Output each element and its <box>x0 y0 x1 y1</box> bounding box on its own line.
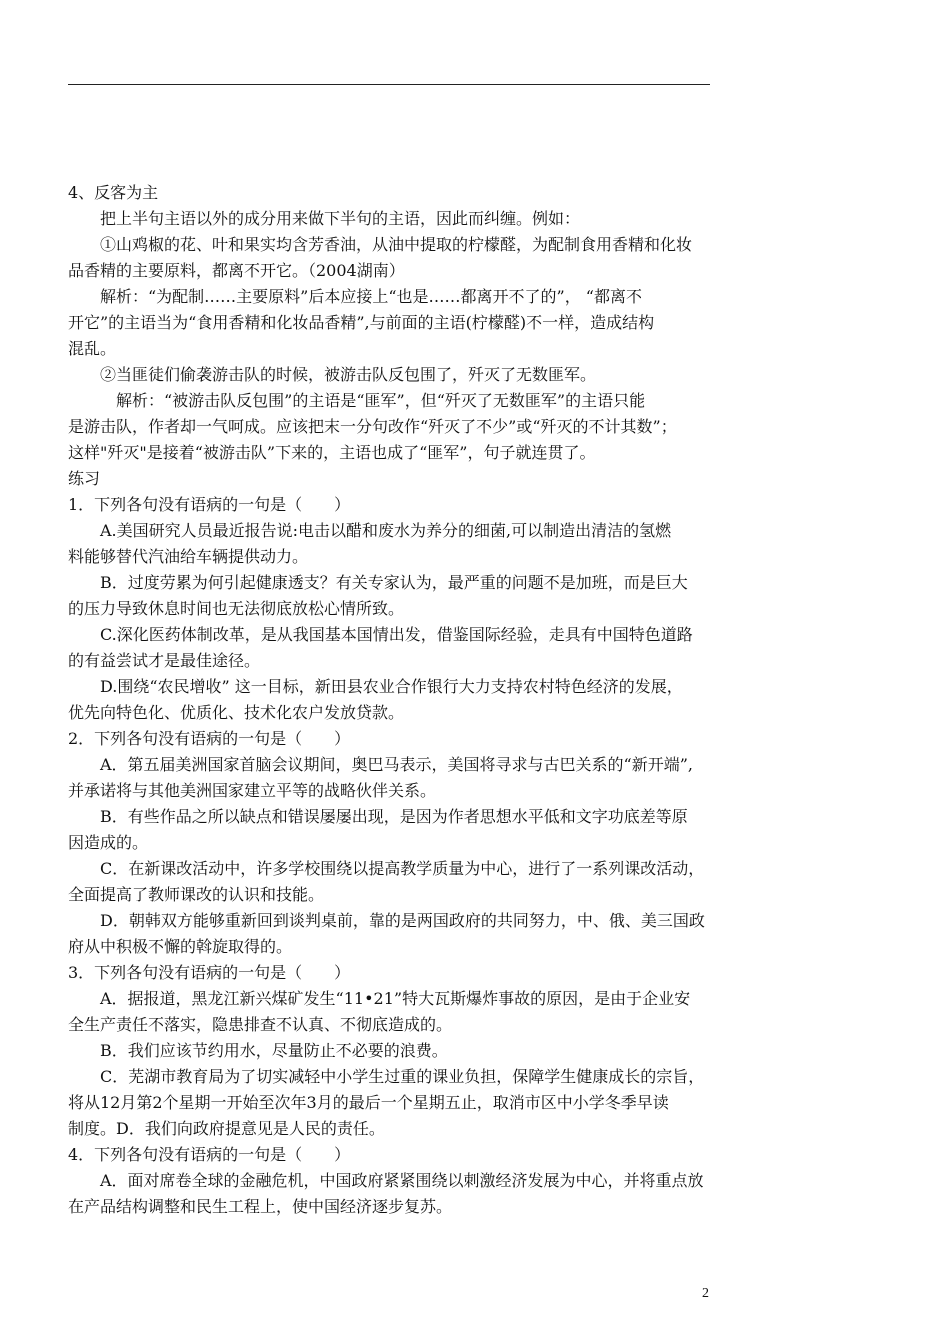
example-2: ②当匪徒们偷袭游击队的时候，被游击队反包围了，歼灭了无数匪军。 <box>100 365 597 384</box>
question-3-option-b: B．我们应该节约用水，尽量防止不必要的浪费。 <box>100 1041 448 1060</box>
question-1-option-b: B．过度劳累为何引起健康透支？有关专家认为，最严重的问题不是加班，而是巨大 <box>100 573 688 592</box>
question-2-option-a-cont: 并承诺将与其他美洲国家建立平等的战略伙伴关系。 <box>68 781 437 800</box>
question-1-option-b-cont: 的压力导致休息时间也无法彻底放松心情所致。 <box>68 599 405 618</box>
analysis-2-line-3: 这样"歼灭"是接着“被游击队”下来的，主语也成了“匪军”，句子就连贯了。 <box>68 443 596 462</box>
analysis-2-line-1: 解析：“被游击队反包围”的主语是“匪军”，但“歼灭了无数匪军”的主语只能 <box>116 391 646 410</box>
analysis-1-line-1: 解析：“为配制……主要原料”后本应接上“也是……都离开不了的”， “都离不 <box>100 287 642 306</box>
question-1-option-d-cont: 优先向特色化、优质化、技术化农户发放贷款。 <box>68 703 405 722</box>
question-4-option-a-cont: 在产品结构调整和民生工程上，使中国经济逐步复苏。 <box>68 1197 453 1216</box>
practice-title: 练习 <box>68 469 101 488</box>
section-intro: 把上半句主语以外的成分用来做下半句的主语，因此而纠缠。例如： <box>100 209 581 228</box>
question-2-option-d-cont: 府从中积极不懈的斡旋取得的。 <box>68 937 293 956</box>
question-2-option-b-cont: 因造成的。 <box>68 833 149 852</box>
question-4-stem: 4．下列各句没有语病的一句是（ ） <box>68 1145 351 1164</box>
question-2-option-c-cont: 全面提高了教师课改的认识和技能。 <box>68 885 325 904</box>
header-rule <box>68 84 710 85</box>
page-content <box>68 180 713 1220</box>
question-3-option-c: C．芜湖市教育局为了切实减轻中小学生过重的课业负担，保障学生健康成长的宗旨， <box>100 1067 705 1086</box>
question-2-stem: 2．下列各句没有语病的一句是（ ） <box>68 729 351 748</box>
question-2-option-b: B．有些作品之所以缺点和错误屡屡出现，是因为作者思想水平低和文字功底差等原 <box>100 807 688 826</box>
question-1-option-a: A.美国研究人员最近报告说:电击以醋和废水为养分的细菌,可以制造出清洁的氢燃 <box>100 521 672 540</box>
question-3-option-a: A．据报道，黑龙江新兴煤矿发生“11•21”特大瓦斯爆炸事故的原因，是由于企业安 <box>100 989 691 1008</box>
question-3-option-c-cont: 将从12月第2个星期一开始至次年3月的最后一个星期五止，取消市区中小学冬季早读 <box>68 1093 669 1112</box>
question-1-option-d: D.围绕“农民增收” 这一目标，新田县农业合作银行大力支持农村特色经济的发展， <box>100 677 683 696</box>
example-1-line-2: 品香精的主要原料，都离不开它。（2004湖南） <box>68 261 405 280</box>
question-2-option-d: D．朝韩双方能够重新回到谈判桌前，靠的是两国政府的共同努力，中、俄、美三国政 <box>100 911 705 930</box>
question-3-stem: 3．下列各句没有语病的一句是（ ） <box>68 963 351 982</box>
example-1-line-1: ①山鸡椒的花、叶和果实均含芳香油，从油中提取的柠檬醛，为配制食用香精和化妆 <box>100 235 693 254</box>
section-title: 4、反客为主 <box>68 183 159 202</box>
analysis-1-line-2: 开它”的主语当为“食用香精和化妆品香精”,与前面的主语(柠檬醛)不一样，造成结构 <box>68 313 655 332</box>
question-1-option-a-cont: 料能够替代汽油给车辆提供动力。 <box>68 547 309 566</box>
analysis-1-line-3: 混乱。 <box>68 339 117 358</box>
question-3-option-c-cont-2: 制度。D．我们向政府提意见是人民的责任。 <box>68 1119 385 1138</box>
page-number: 2 <box>702 1286 709 1301</box>
question-1-option-c-cont: 的有益尝试才是最佳途径。 <box>68 651 261 670</box>
analysis-2-line-2: 是游击队，作者却一气呵成。应该把末一分句改作“歼灭了不少”或“歼灭的不计其数”； <box>68 417 677 436</box>
question-1-option-c: C.深化医药体制改革，是从我国基本国情出发，借鉴国际经验，走具有中国特色道路 <box>100 625 693 644</box>
question-3-option-a-cont: 全生产责任不落实，隐患排查不认真、不彻底造成的。 <box>68 1015 453 1034</box>
question-2-option-a: A．第五届美洲国家首脑会议期间，奥巴马表示，美国将寻求与古巴关系的“新开端”, <box>100 755 694 774</box>
question-1-stem: 1．下列各句没有语病的一句是（ ） <box>68 495 351 514</box>
question-4-option-a: A．面对席卷全球的金融危机，中国政府紧紧围绕以刺激经济发展为中心，并将重点放 <box>100 1171 704 1190</box>
question-2-option-c: C．在新课改活动中，许多学校围绕以提高教学质量为中心，进行了一系列课改活动， <box>100 859 705 878</box>
